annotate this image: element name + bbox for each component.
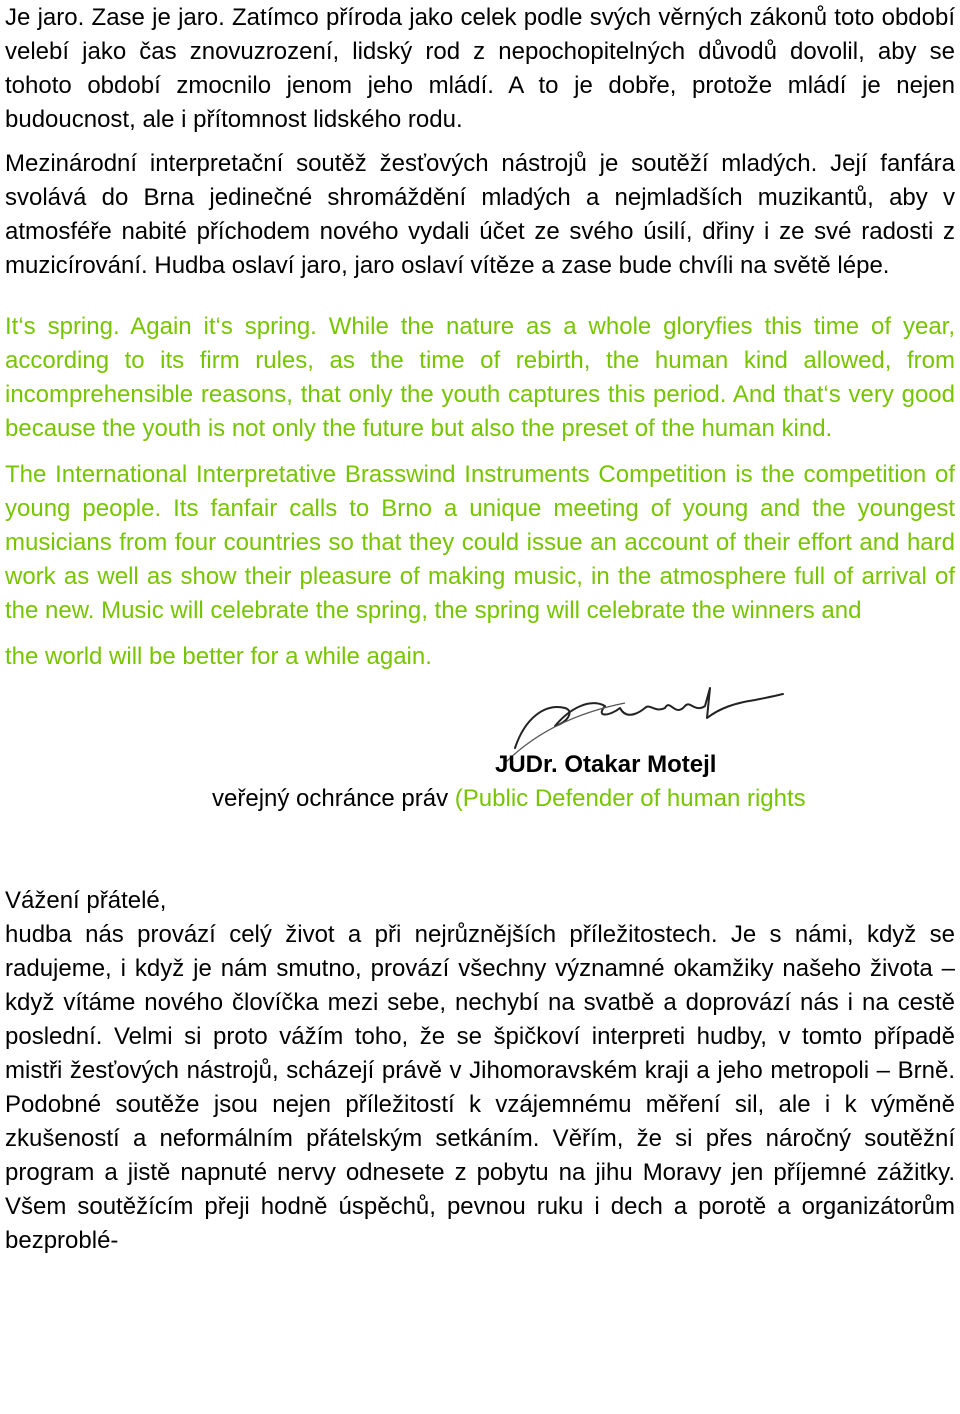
- signer-role-english: (Public Defender of human rights: [454, 785, 806, 812]
- english-intro-paragraph-1: It‘s spring. Again it‘s spring. While the nature as a whole gloryfies this time of year, according to its firm rules, as the time of rebirth, the human kind allowed, from incomprehensible reasons, that only the youth captures this period. And that‘s very good because the youth is not only the future but also the preset of the human kind.: [5, 313, 955, 442]
- czech-intro-paragraph-2: Mezinárodní interpretační soutěž žesťových nástrojů je soutěží mladých. Její fanfára svolává do Brna jedinečné shromáždění mladých a nejmladších muzikantů, aby v atmosféře nabité příchodem nového vydali účet ze svého úsilí, dřiny i ze své radosti z muzicírování. Hudba oslaví jaro, jaro oslaví vítěze a zase bude chvíli na světě lépe.: [5, 150, 955, 279]
- document-page: [5, 0, 955, 1258]
- signer-name: JUDr. Otakar Motejl: [495, 751, 717, 778]
- signature-block: [5, 678, 955, 838]
- second-letter-body: hudba nás provází celý život a při nejrůznějších příležitostech. Je s námi, když se radujeme, i když je nám smutno, provází všechny významné okamžiky našeho života – když vítáme nového človíčka mezi sebe, nechybí na svatbě a doprovází nás i na cestě poslední. Velmi si proto vážím toho, že se špičkoví interpreti hudby, v tomto případě mistři žesťových nástrojů, scházejí právě v Jihomoravském kraji a jeho metropoli – Brně. Podobné soutěže jsou nejen příležitostí k vzájemnému měření sil, ale i k výměně zkušeností a neformálním přátelským setkáním. Věřím, že si přes náročný soutěžní program a jistě napnuté nervy odnesete z pobytu na jihu Moravy jen příjemné zážitky. Všem soutěžícím přeji hodně úspěchů, pevnou ruku i dech a porotě a organizátorům bezproblé-: [5, 921, 955, 1254]
- english-intro-paragraph-2: The International Interpretative Brasswind Instruments Competition is the competition of young people. Its fanfair calls to Brno a unique meeting of young and the youngest musicians from four countries so that they could issue an account of their effort and hard work as well as show their pleasure of making music, in the atmosphere full of arrival of the new. Music will celebrate the spring, the spring will celebrate the winners and: [5, 461, 955, 624]
- signer-role: [212, 782, 806, 816]
- czech-intro-paragraph-1: Je jaro. Zase je jaro. Zatímco příroda jako celek podle svých věrných zákonů toto období velebí jako čas znovuzrození, lidský rod z nepochopitelných důvodů dovolil, aby se tohoto období zmocnilo jenom jeho mládí. A to je dobře, protože mládí je nejen budoucnost, ale i přítomnost lidského rodu.: [5, 4, 955, 133]
- english-intro-paragraph-3: the world will be better for a while again.: [5, 643, 432, 670]
- second-letter-greeting: Vážení přátelé,: [5, 887, 167, 914]
- signer-role-czech: veřejný ochránce práv: [212, 785, 449, 812]
